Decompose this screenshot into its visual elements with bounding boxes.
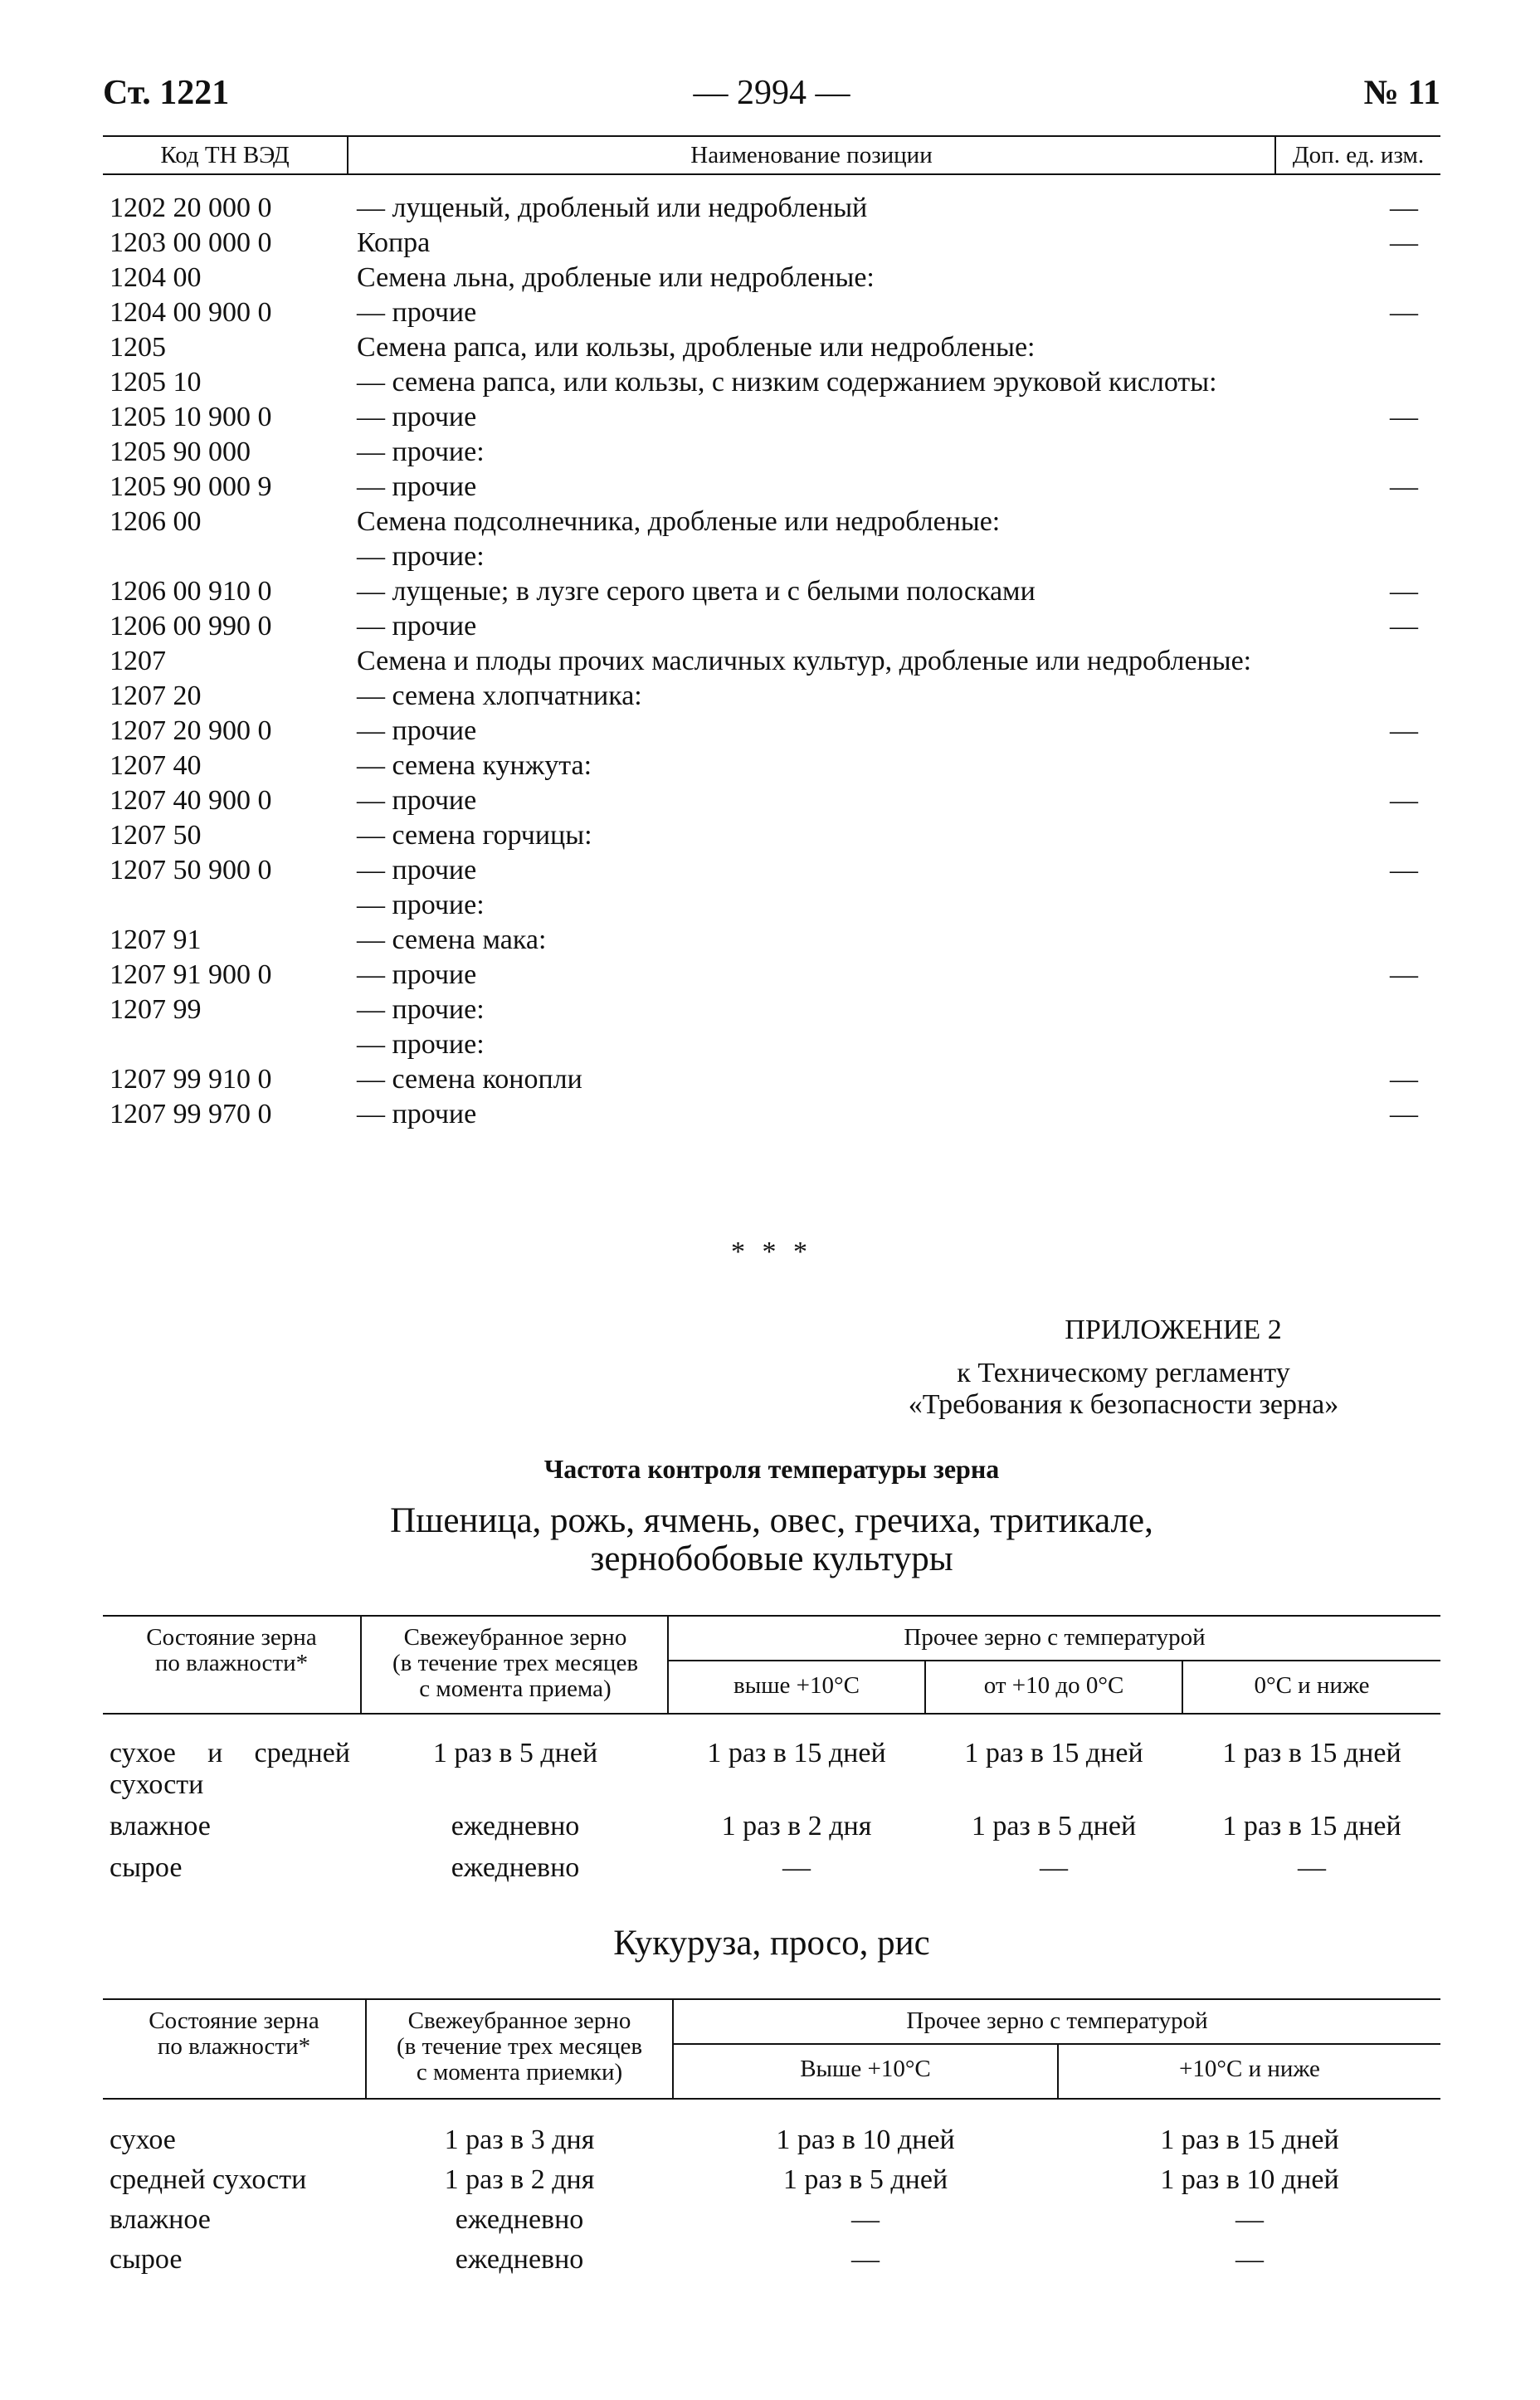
frequency-cell: —: [851, 2204, 880, 2235]
frequency-cell: —: [1298, 1852, 1326, 1883]
table-row: [103, 539, 1440, 574]
code-cell: 1206 00 910 0: [110, 576, 272, 607]
running-header: [103, 73, 1440, 116]
unit-cell: —: [1390, 402, 1418, 432]
state-cell: [110, 1738, 350, 1801]
name-cell: — семена кунжута:: [357, 750, 592, 781]
header-fresh-line: с момента приемки): [416, 2059, 623, 2085]
table-row: [103, 330, 1440, 365]
code-cell: 1207 50: [110, 820, 202, 851]
frequency-cell: 1 раз в 2 дня: [444, 2164, 595, 2195]
name-cell: — семена горчицы:: [357, 820, 592, 851]
header-state-line: Состояние зерна: [149, 2007, 319, 2034]
code-cell: 1206 00 990 0: [110, 611, 272, 641]
frequency-cell: ежедневно: [451, 1811, 580, 1841]
unit-cell: —: [1390, 297, 1418, 328]
table-row: [103, 923, 1440, 958]
table2-header: [103, 1998, 1440, 2100]
frequency-cell: 1 раз в 5 дней: [971, 1811, 1137, 1841]
header-above-10: Выше +10°С: [800, 2056, 931, 2082]
state-cell: [110, 1811, 350, 1842]
codes-table-header: [103, 135, 1440, 175]
table-row: [103, 818, 1440, 853]
header-rule: [672, 2043, 1440, 2045]
name-cell: — семена рапса, или кользы, с низким содержанием эруковой кислоты:: [357, 367, 1217, 398]
code-cell: 1207 50 900 0: [110, 855, 272, 885]
code-cell: 1207 40: [110, 750, 202, 781]
code-cell: 1206 00: [110, 506, 202, 537]
table1-header: [103, 1615, 1440, 1715]
state-cell: средней сухости: [110, 2164, 307, 2195]
unit-cell: —: [1390, 1064, 1418, 1095]
table-row: [103, 2164, 1440, 2204]
table2-body: [103, 2124, 1440, 2284]
code-cell: 1205 10 900 0: [110, 402, 272, 432]
unit-cell: —: [1390, 715, 1418, 746]
unit-cell: —: [1390, 193, 1418, 223]
appendix-label: ПРИЛОЖЕНИЕ 2: [1065, 1315, 1282, 1345]
header-above-10: выше +10°С: [733, 1672, 860, 1699]
code-cell: 1205 10: [110, 367, 202, 398]
header-fresh-line: (в течение трех месяцев: [396, 2033, 643, 2060]
unit-cell: —: [1390, 576, 1418, 607]
name-cell: — прочие: [357, 1099, 477, 1129]
frequency-cell: —: [782, 1852, 811, 1883]
frequency-cell: ежедневно: [451, 1852, 580, 1883]
header-state-line: Состояние зерна: [146, 1624, 317, 1651]
code-cell: 1204 00 900 0: [110, 297, 272, 328]
table-row: [103, 609, 1440, 644]
issue-number: № 11: [1363, 74, 1440, 112]
name-cell: — прочие: [357, 471, 477, 502]
unit-cell: —: [1390, 611, 1418, 641]
column-header-unit: Доп. ед. изм.: [1292, 142, 1425, 168]
header-other-grain: Прочее зерно с температурой: [906, 2007, 1208, 2034]
name-cell: Семена рапса, или кользы, дробленые или недробленые:: [357, 332, 1036, 363]
header-fresh-line: с момента приема): [419, 1676, 612, 1702]
header-state: [103, 2008, 365, 2060]
table-row: [103, 574, 1440, 609]
table1-title: [103, 1502, 1440, 1578]
code-cell: 1207 91 900 0: [110, 959, 272, 990]
unit-cell: —: [1390, 855, 1418, 885]
name-cell: Копра: [357, 227, 431, 258]
name-cell: — прочие:: [357, 890, 485, 920]
name-cell: — прочие:: [357, 1029, 485, 1060]
code-cell: 1207 99 910 0: [110, 1064, 272, 1095]
header-fresh-grain: [362, 1625, 669, 1702]
name-cell: Семена льна, дробленые или недробленые:: [357, 262, 875, 293]
table-row: [103, 993, 1440, 1027]
name-cell: — прочие: [357, 297, 477, 328]
frequency-cell: 1 раз в 15 дней: [1160, 2124, 1339, 2155]
frequency-cell: 1 раз в 5 дней: [432, 1738, 598, 1768]
state-cell: сырое: [110, 2244, 183, 2275]
name-cell: — прочие: [357, 611, 477, 641]
name-cell: — семена конопли: [357, 1064, 582, 1095]
table-row: [103, 783, 1440, 818]
table-row: [103, 365, 1440, 400]
frequency-cell: 1 раз в 3 дня: [444, 2124, 595, 2155]
table-row: [103, 400, 1440, 435]
unit-cell: —: [1390, 471, 1418, 502]
header-state-line: по влажности*: [154, 1650, 309, 1676]
name-cell: — прочие: [357, 785, 477, 816]
header-fresh-grain: [367, 2008, 672, 2085]
table-row: [103, 679, 1440, 714]
header-0-and-below: 0°С и ниже: [1254, 1672, 1370, 1699]
table-row: [103, 1027, 1440, 1062]
code-cell: 1205 90 000 9: [110, 471, 272, 502]
table1-body: [103, 1738, 1440, 1894]
frequency-cell: —: [1235, 2204, 1264, 2235]
regulation-reference: [833, 1358, 1414, 1421]
regulation-line: к Техническому регламенту: [957, 1358, 1290, 1388]
state-line: сухое и средней: [110, 1738, 350, 1768]
header-fresh-line: Свежеубранное зерно: [403, 1624, 627, 1651]
code-cell: 1207 99: [110, 994, 202, 1025]
column-header-name: Наименование позиции: [690, 142, 933, 168]
table-row: [103, 295, 1440, 330]
state-cell: сухое: [110, 2124, 176, 2155]
header-rule: [667, 1660, 1440, 1661]
code-cell: 1204 00: [110, 262, 202, 293]
header-10-and-below: +10°С и ниже: [1179, 2056, 1320, 2082]
name-cell: — прочие:: [357, 541, 485, 572]
header-state: [103, 1625, 360, 1676]
unit-cell: —: [1390, 227, 1418, 258]
header-10-to-0: от +10 до 0°С: [983, 1672, 1124, 1699]
state-cell: влажное: [110, 2204, 211, 2235]
name-cell: — прочие: [357, 959, 477, 990]
header-state-line: по влажности*: [157, 2033, 311, 2060]
code-cell: 1205 90 000: [110, 437, 251, 467]
code-cell: 1202 20 000 0: [110, 193, 272, 223]
codes-table-body: [103, 191, 1440, 1132]
table-row: [103, 1097, 1440, 1132]
frequency-cell: 1 раз в 10 дней: [1160, 2164, 1339, 2195]
table-row: [103, 714, 1440, 749]
name-cell: — лущеные; в лузге серого цвета и с белыми полосками: [357, 576, 1036, 607]
header-fresh-line: (в течение трех месяцев: [392, 1650, 639, 1676]
frequency-cell: 1 раз в 15 дней: [707, 1738, 886, 1768]
table1-title-line: Пшеница, рожь, ячмень, овес, гречиха, тритикале,: [390, 1501, 1153, 1540]
frequency-cell: 1 раз в 10 дней: [776, 2124, 955, 2155]
frequency-cell: —: [851, 2244, 880, 2275]
section-separator: * * *: [731, 1237, 812, 1267]
table-row: [103, 2124, 1440, 2164]
state-cell: [110, 1852, 350, 1884]
code-cell: 1207 99 970 0: [110, 1099, 272, 1129]
name-cell: — семена хлопчатника:: [357, 680, 642, 711]
code-cell: 1207: [110, 646, 166, 676]
frequency-cell: 1 раз в 15 дней: [1222, 1738, 1401, 1768]
frequency-cell: ежедневно: [455, 2204, 584, 2235]
table-row: [103, 958, 1440, 993]
table-row: [103, 505, 1440, 539]
name-cell: Семена подсолнечника, дробленые или недробленые:: [357, 506, 1001, 537]
name-cell: Семена и плоды прочих масличных культур, дробленые или недробленые:: [357, 646, 1252, 676]
section-title: Частота контроля температуры зерна: [543, 1454, 1000, 1484]
table-row: [103, 261, 1440, 295]
table-row: [103, 1062, 1440, 1097]
page-number: — 2994 —: [693, 74, 850, 112]
column-header-code: Код ТН ВЭД: [160, 142, 290, 168]
code-cell: 1207 20: [110, 680, 202, 711]
table-row: [103, 435, 1440, 470]
table-row: [103, 2204, 1440, 2244]
table-row: [103, 191, 1440, 226]
table-row: [103, 749, 1440, 783]
code-cell: 1205: [110, 332, 166, 363]
frequency-cell: 1 раз в 2 дня: [721, 1811, 872, 1841]
unit-cell: —: [1390, 959, 1418, 990]
regulation-line: «Требования к безопасности зерна»: [908, 1389, 1339, 1420]
table2-title: Кукуруза, просо, рис: [613, 1924, 930, 1963]
frequency-cell: 1 раз в 15 дней: [1222, 1811, 1401, 1841]
name-cell: — прочие:: [357, 994, 485, 1025]
header-fresh-line: Свежеубранное зерно: [407, 2007, 631, 2034]
name-cell: — прочие: [357, 402, 477, 432]
table-row: [103, 470, 1440, 505]
name-cell: — семена мака:: [357, 924, 547, 955]
state-line: сырое: [110, 1852, 183, 1883]
table-row: [103, 853, 1440, 888]
name-cell: — прочие:: [357, 437, 485, 467]
table1-title-line: зернобобовые культуры: [590, 1539, 953, 1578]
table-row: [103, 1738, 1440, 1811]
unit-cell: —: [1390, 1099, 1418, 1129]
state-line: сухости: [110, 1769, 204, 1800]
table-row: [103, 1811, 1440, 1852]
table-row: [103, 2244, 1440, 2284]
frequency-cell: 1 раз в 15 дней: [964, 1738, 1143, 1768]
code-cell: 1207 20 900 0: [110, 715, 272, 746]
state-line: влажное: [110, 1811, 211, 1841]
frequency-cell: —: [1235, 2244, 1264, 2275]
article-number: Ст. 1221: [103, 74, 230, 112]
code-cell: 1207 91: [110, 924, 202, 955]
header-other-grain: Прочее зерно с температурой: [904, 1624, 1206, 1651]
table-row: [103, 226, 1440, 261]
name-cell: — прочие: [357, 715, 477, 746]
table-row: [103, 1852, 1440, 1894]
table-row: [103, 888, 1440, 923]
frequency-cell: ежедневно: [455, 2244, 584, 2275]
name-cell: — лущеный, дробленый или недробленый: [357, 193, 868, 223]
frequency-cell: 1 раз в 5 дней: [782, 2164, 948, 2195]
code-cell: 1203 00 000 0: [110, 227, 272, 258]
table-row: [103, 644, 1440, 679]
frequency-cell: —: [1040, 1852, 1068, 1883]
name-cell: — прочие: [357, 855, 477, 885]
unit-cell: —: [1390, 785, 1418, 816]
code-cell: 1207 40 900 0: [110, 785, 272, 816]
